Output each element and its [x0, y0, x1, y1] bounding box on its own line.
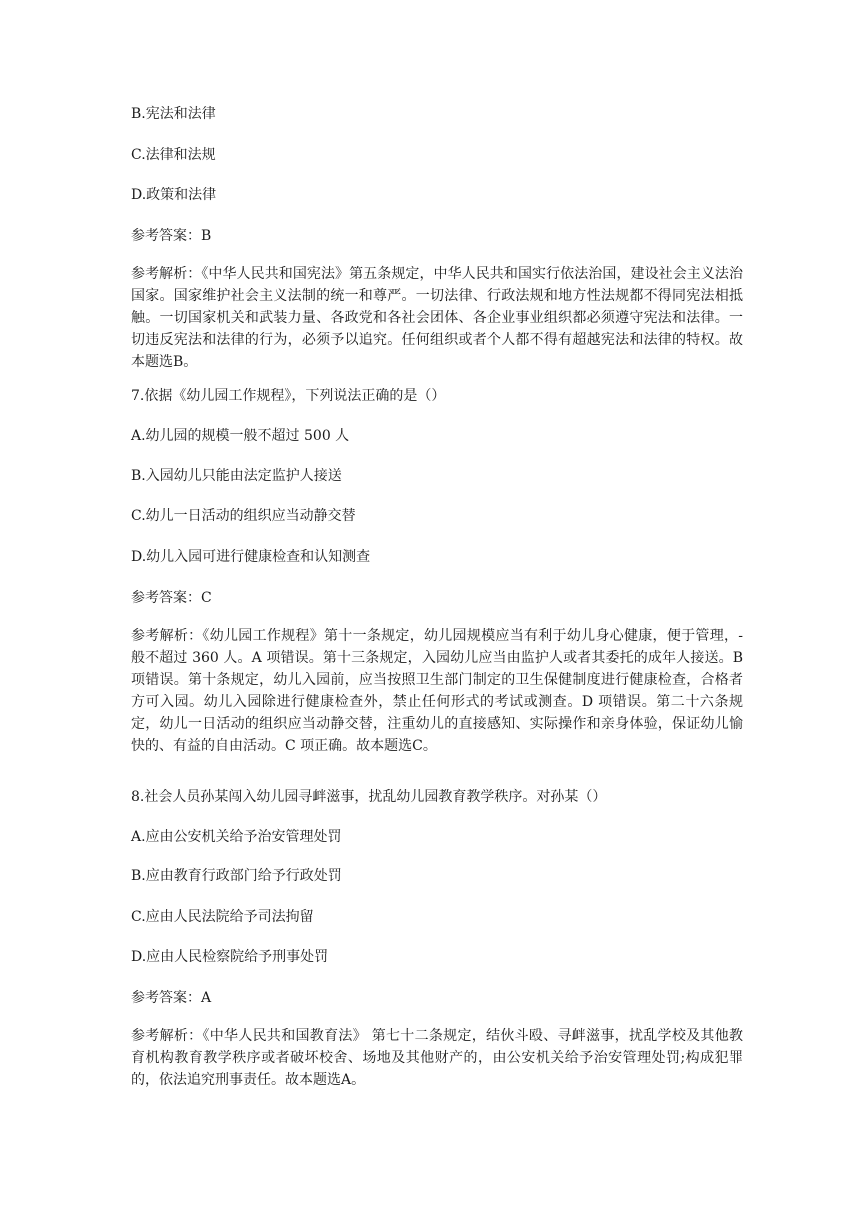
- q8-option-d: D.应由人民检察院给予刑事处罚: [131, 949, 329, 965]
- q8-analysis: 参考解析：《中华人民共和国教育法》 第七十二条规定，结伙斗殴、寻衅滋事，扰乱学校及其他教育机构教育教学秩序或者破坏校舍、场地及其他财产的，由公安机关给予治安管理处罚;构成犯罪的，依法追究刑事责任。故本题选A。: [131, 1028, 743, 1088]
- q8-answer: 参考答案：A: [131, 990, 212, 1006]
- q6-analysis: 参考解析：《中华人民共和国宪法》第五条规定，中华人民共和国实行依法治国，建设社会主义法治国家。国家维护社会主义法制的统一和尊严。一切法律、行政法规和地方性法规都不得同宪法相抵触。一切国家机关和武装力量、各政党和各社会团体、各企业事业组织都必须遵守宪法和法律。一切违反宪法和法律的行为，必须予以追究。任何组织或者个人都不得有超越宪法和法律的特权。故本题选B。: [131, 266, 743, 370]
- q7-analysis: 参考解析：《幼儿园工作规程》第十一条规定，幼儿园规模应当有利于幼儿身心健康，便于管理，-般不超过 360 人。A 项错误。第十三条规定，入园幼儿应当由监护人或者其委托的成年人接送。B 项错误。第十条规定，幼儿入园前，应当按照卫生部门制定的卫生保健制度进行健康检查，合格者方可入园。幼儿入园除进行健康检查外，禁止任何形式的考试或测查。D 项错误。第二十六条规定，幼儿一日活动的组织应当动静交替，注重幼儿的直接感知、实际操作和亲身体验，保证幼儿愉快的、有益的自由活动。C 项正确。故本题选C。: [131, 628, 743, 754]
- q7-option-b: B.入园幼儿只能由法定监护人接送: [131, 468, 342, 484]
- q6-option-b: B.宪法和法律: [131, 106, 216, 122]
- q8-question: 8.社会人员孙某闯入幼儿园寻衅滋事，扰乱幼儿园教育教学秩序。对孙某（）: [131, 789, 607, 805]
- q7-answer: 参考答案：C: [131, 590, 212, 606]
- q7-option-d: D.幼儿入园可进行健康检查和认知测查: [131, 549, 371, 565]
- q6-option-c: C.法律和法规: [131, 147, 216, 163]
- q7-option-c: C.幼儿一日活动的组织应当动静交替: [131, 508, 356, 524]
- q6-answer: 参考答案：B: [131, 228, 212, 244]
- q6-option-d: D.政策和法律: [131, 187, 217, 203]
- q7-question: 7.依据《幼儿园工作规程》，下列说法正确的是（）: [131, 388, 446, 404]
- q8-option-b: B.应由教育行政部门给予行政处罚: [131, 868, 342, 884]
- q7-option-a: A.幼儿园的规模一般不超过 500 人: [131, 428, 350, 444]
- q8-option-c: C.应由人民法院给予司法拘留: [131, 909, 314, 925]
- q8-option-a: A.应由公安机关给予治安管理处罚: [131, 829, 342, 845]
